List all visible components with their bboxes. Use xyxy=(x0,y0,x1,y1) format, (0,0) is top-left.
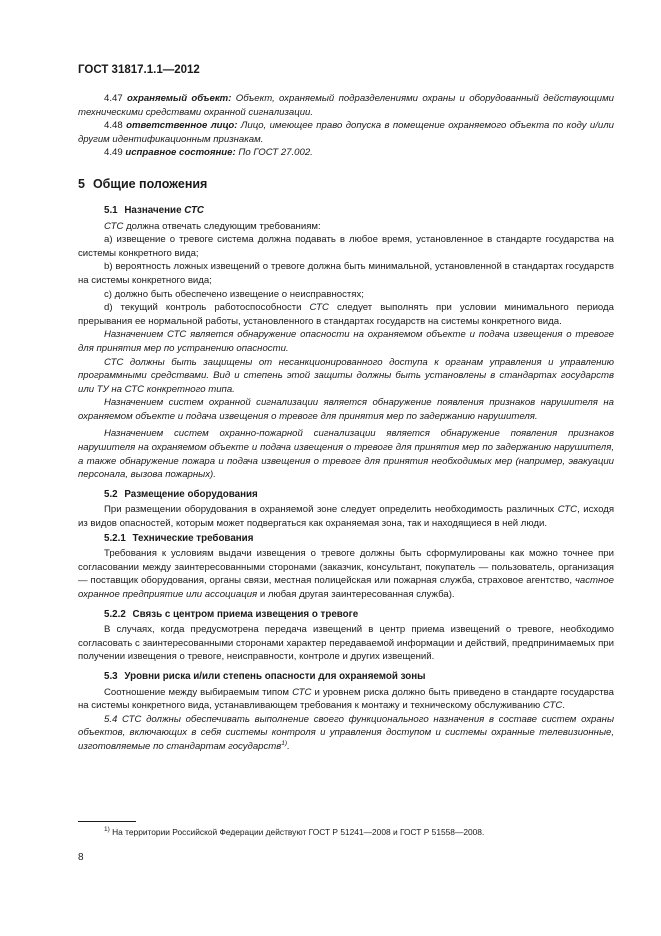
paragraph: СТС должна отвечать следующим требованиям: xyxy=(104,220,321,232)
definition-4-47: 4.47 охраняемый объект: Объект, охраняемый подразделениями охраны и оборудованный действующими техническими средствами охранной сигнализации. xyxy=(78,93,614,118)
running-header: ГОСТ 31817.1.1—2012 xyxy=(78,64,200,76)
term: ответственное лицо: xyxy=(126,120,238,132)
definition-text: По ГОСТ 27.002. xyxy=(238,147,313,159)
paragraph: Назначением СТС является обнаружение опасности на охраняемом объекте и подача извещения о тревоге для принятия мер по устранению опасности. xyxy=(78,329,614,354)
paragraph: В случаях, когда предусмотрена передача извещений в центр приема извещений о тревоге, необходимо согласовать с заинтересованными сторонами характер передаваемой информации и действий, предпринимаемых при получении извещения о тревоге, неисправности, контроле и других извещений. xyxy=(78,624,614,663)
definition-text: Объект, охраняемый подразделениями охраны и оборудованный действующими техническими средствами охранной сигнализации. xyxy=(78,93,614,118)
paragraph: Соотношение между выбираемым типом СТС и уровнем риска должно быть приведено в стандарте государства на системы конкретного вида, устанавливающем требования к монтажу и техническому обслуживанию СТС. xyxy=(78,686,615,712)
paragraph: При размещении оборудования в охраняемой зоне следует определить необходимость различных СТС, исходя из видов опасностей, которым может подвергаться как охраняемая зона, так и находящиеся в ней люди. xyxy=(78,504,615,530)
footnote-mark: 1) xyxy=(104,826,110,833)
subsection-heading: 5.3 Уровни риска и/или степень опасности для охраняемой зоны xyxy=(104,670,426,682)
term: охраняемый объект: xyxy=(127,93,232,104)
definition-4-49: 4.49 исправное состояние: По ГОСТ 27.002. xyxy=(104,147,313,159)
list-item: c) должно быть обеспечено извещение о неисправностях; xyxy=(104,288,364,300)
subsection-heading: 5.2.2 Связь с центром приема извещения о тревоге xyxy=(104,608,359,620)
section-heading: 5 Общие положения xyxy=(78,176,208,191)
footnote-ref: 1) xyxy=(281,739,288,747)
footnote xyxy=(104,827,484,837)
list-item: d) текущий контроль работоспособности СТС следует выполнять при условии минимального периода прерывания ее нормальной работы, установленного в стандартах государств на системы конкретного вида. xyxy=(78,302,614,327)
subsection-heading: 5.2 Размещение оборудования xyxy=(104,488,258,500)
page-body xyxy=(78,92,614,754)
paragraph: Требования к условиям выдачи извещения о тревоге должны быть сформулированы как можно точнее при согласовании между заинтересованными сторонами (заказчик, консультант, покупатель — пользователь, организация — поставщик оборудования, органы связи, местная полицейская или пожарная служба, страховое агентство, частное охранное предприятие или ассоциация и любая другая заинтересованная служба). xyxy=(78,548,614,600)
paragraph: СТС должны быть защищены от несанкционированного доступа к органам управления и управлению программными средствами. Вид и степень этой защиты должны быть установлены в стандартах государств или ТУ на СТС конкретного типа. xyxy=(78,356,614,395)
subsection-heading: 5.2.1 Технические требования xyxy=(104,532,254,544)
subsection-heading: 5.1 Назначение СТС xyxy=(104,204,205,216)
definition-4-48: 4.48 ответственное лицо: Лицо, имеющее право допуска в помещение охраняемого объекта по коду и/или другим идентификационным признакам. xyxy=(78,120,614,145)
term: исправное состояние: xyxy=(125,147,236,159)
list-item: b) вероятность ложных извещений о тревоге должна быть минимальной, установленной в стандартах государств на системы конкретного вида; xyxy=(78,261,614,286)
paragraph: Назначением систем охранной сигнализации является обнаружение появления признаков нарушителя на охраняемом объекте и подача извещения о тревоге для принятия мер по задержанию нарушителя. xyxy=(78,397,614,422)
paragraph: Назначением систем охранно-пожарной сигнализации является обнаружение появления признаков нарушителя на охраняемом объекте и подача извещения о тревоге для принятия мер по задержанию нарушителя, а также обнаружение пожара и подача извещения о тревоге для принятия необходимых мер (например, эвакуации персонала, вызова пожарных). xyxy=(78,428,614,481)
paragraph: 5.4 СТС должны обеспечивать выполнение своего функционального назначения в составе систем охраны объектов, включающих в себя системы контроля и управления доступом и системы охранные телевизионные, изготовляемые по стандартам государств$^{1)}$. xyxy=(78,713,614,752)
page-number: 8 xyxy=(78,852,84,863)
definition-text: Лицо, имеющее право допуска в помещение охраняемого объекта по коду и/или другим идентификационным признакам. xyxy=(78,120,614,145)
footnote-text: На территории Российской Федерации действуют ГОСТ Р 51241—2008 и ГОСТ Р 51558—2008. xyxy=(112,827,485,837)
list-item: а) извещение о тревоге система должна подавать в любое время, установленное в стандарте государства на системы конкретного вида; xyxy=(78,234,614,259)
footnote-divider xyxy=(78,821,136,822)
